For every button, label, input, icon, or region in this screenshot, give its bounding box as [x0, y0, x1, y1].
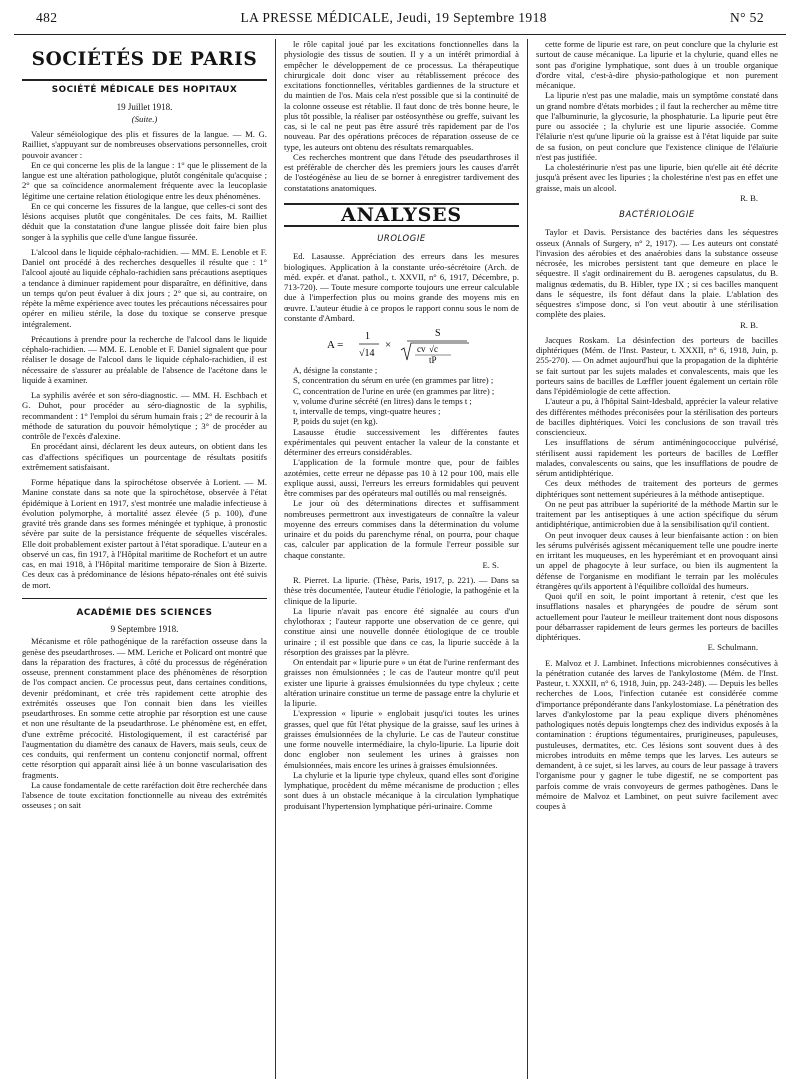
formula-frac2-den-d: tP: [428, 355, 437, 365]
signature: R. B.: [740, 319, 758, 330]
paragraph: On ne peut pas attribuer la supériorité de la méthode Martin sur le traitement par les antiseptiques à une action spécifique du sérum antidiphtérique, antimicrobien due à la sensibilisation qu'il contient.: [536, 498, 778, 530]
paragraph: Mécanisme et rôle pathogénique de la raréfaction osseuse dans la genèse des pseudarthroses. — MM. Leriche et Policard ont montré que dans la réparation des fractures, à côté du processus de régénération osseuse, prennent constamment place des phénomènes de résorption de l'os compact ancien. Ce processus peut, dans certaines conditions, devenir prédominant, et crée très rapidement cette atrophie des extrémités osseuses que l'on connait bien dans les vieilles pseudarthroses. En somme cette atrophie par résorption est une cause et non une résultante de la pseudarthrose. Le phénomène est, en effet, d'une extrême précocité. Histologiquement, il est caractérisé par l'augmentation du diamètre des canaux de Havers, mais seuls, ceux de ces conduits, qui renferment un contenu conjonctif normal, offrent cette résorption qui apparaît ainsi liée à un bonne vascularisation des fragments.: [22, 636, 267, 780]
paragraph: La cholestérinurie n'est pas une lipurie, bien qu'elle ait été décrite jusqu'à présent avec les lipuries ; la cholestérine n'est pas en effet une graisse, mais un alcool.: [536, 162, 778, 193]
definition: t, intervalle de temps, vingt-quatre heures ;: [293, 406, 441, 416]
paragraph: Taylor et Davis. Persistance des bactéries dans les séquestres osseux (Annals of Surgery, n° 2, 1917). — Les auteurs ont constaté l'invasion des aérobies et des anaérobies dans la substance osseuse nécrosée, les microbes persistent tant que demeure en place le séquestre. Il s'agit ordinairement du B. aerogenes capsulatus, du B. malignus œdematis, du B. Hibler, type IX ; si ces bacilles manquent dans le séquestre, ils font défaut dans la plaie. L'ablation des séquestres s'impose donc, si l'on veut aboutir à une stérilisation complète des plaies.: [536, 227, 778, 320]
paragraph: L'application de la formule montre que, pour de faibles azotémies, cette erreur ne dépasse pas 10 à 12 pour 100, mais elle explique aussi, aussi, l'erreurs les erreurs formidables qui peuvent être commises par des opérateurs mal outillés ou mal renseignés.: [284, 457, 519, 498]
signature: E. S.: [482, 559, 499, 570]
double-rule: [22, 79, 267, 81]
category-bacteriologie: BACTÉRIOLOGIE: [619, 209, 695, 219]
paragraph: R. Pierret. La lipurie. (Thèse, Paris, 1917, p. 221). — Dans sa thèse très documentée, l'auteur étudie l'étiologie, la pathogénie et la clinique de la lipurie.: [284, 575, 519, 606]
journal-title: LA PRESSE MÉDICALE, Jeudi, 19 Septembre 1918: [240, 10, 547, 25]
society-date: 19 Juillet 1918.: [116, 101, 173, 112]
paragraph: La chylurie et la lipurie type chyleux, quand elles sont d'origine lymphatique, procèdent du même mécanisme de production ; elles sont dues à un obstacle mécanique à la circulation lymphatique produisant l'hypertension lymphatique péri-urinaire. Comme: [284, 769, 519, 811]
signature: R. B.: [740, 192, 758, 203]
formula-svg: [327, 324, 477, 364]
section-title-societes: SOCIÉTÉS DE PARIS: [31, 49, 258, 70]
paragraph: Lasausse étudie successivement les différentes fautes expérimentales qui peuvent entacher la valeur de la constante et déterminer des erreurs considérables.: [284, 426, 519, 457]
paragraph: le rôle capital joué par les excitations fonctionnelles dans la physiologie des tissus de soutien. Il y a un intérêt primordial à empêcher le développement de ce processus. La thérapeutique chirurgicale doit donc viser au rétablissement précoce des excitations fonctionnelles, véritables gardiennes de la structure et du maintien de l'os. Mais cela n'est possible que si la continuité de la colonne osseuse est rétablie. Il faut donc de très bonne heure, le plus tôt possible, la réaliser par ostéosynthèse ou greffe, suivant les cas, si le cal ne peut pas être assuré très rapidement par de l'os nouveau. Par des opérations précoces de réparation osseuse de ce type, les auteurs ont obtenu des résultats remarquables.: [284, 39, 519, 152]
paragraph: Quoi qu'il en soit, le point important à retenir, c'est que les insufflations nasales et pharyngées de poudre de sérum sont actuellement pour l'auteur le meilleur traitement dont nous disposons pour débarrasser rapidement de leurs germes les porteurs de bacilles diphtériques.: [536, 591, 778, 642]
society-title-academie: ACADÉMIE DES SCIENCES: [76, 607, 213, 618]
paragraph: La cause fondamentale de cette raréfaction doit être recherchée dans l'absence de toute excitation fonctionnelle au niveau des extrémités osseuses ; on sait: [22, 779, 267, 811]
paragraph: L'auteur a pu, à l'hôpital Saint-Idesbald, apprécier la valeur relative des différentes méthodes préconisées pour la stérilisation des porteurs de bacilles diphtériques. Voici les conclusions de son travail très consciencieux.: [536, 396, 778, 437]
page-number: 482: [36, 10, 58, 25]
paragraph: Jacques Roskam. La désinfection des porteurs de bacilles diphtériques (Mém. de l'Inst. Pasteur, t. XXXII, n° 6, 1918, Juin, p. 255-270). — On admet aujourd'hui que la propagation de la diphtérie se fait surtout par les sujets malades et convalescents, mais que les porteurs sains de bacilles de Lœffler jouent également un certain rôle dans l'épidémiologie de cette affection.: [536, 334, 778, 396]
formula-frac2-num: S: [434, 328, 441, 339]
signature: E. Schulmann.: [707, 642, 758, 653]
paragraph: Le jour où des déterminations directes et suffisamment nombreuses permettront aux investigateurs de connaître la valeur moyenne des erreurs commises dans la détermination du volume urinaire et du poids du parenchyme rénal, on pourra, pour chaque cas, calculer par application de la formule l'erreur possible sur chaque constante.: [284, 498, 519, 560]
paragraph: La syphilis avérée et son séro-diagnostic. — MM. H. Eschbach et G. Duhot, pour procéder au séro-diagnostic de la syphilis, recommandent : 1° l'emploi du sérum humain frais ; 2° de recourir à la méthode de saturation du pouvoir hémolytique ; 3° de procéder au contrôle de l'excès d'alexine.: [22, 390, 267, 441]
paragraph: E. Malvoz et J. Lambinet. Infections microbiennes consécutives à la pénétration cutanée des larves de l'ankylostome (Mém. de l'Inst. Pasteur, t. XXXII, n° 6, 1918, Juin, pp. 243-248). — Depuis les belles recherches de Loos, l'infection cutanée est considérée comme d'importance prépondérante dans l'ankylostomiase. La pénétration des larves d'ankylostome par la peau explique divers phénomènes pathologiques notés depuis longtemps chez des individus exposés à la contamination : éruptions tégumentaires, prurigineuses, papuleuses, pustuleuses, dermatites, etc. Ces lésions sont souvent dues à des microbes introduits en même temps que les larves. Les auteurs se demandent, à ce sujet, si les larves, au cours de leur passage à travers l'organisme pour y gagner le tube digestif, ne se comportent pas parfois comme de vrais convoyeurs de germes pathogènes. Dans le mémoire de Malvoz et Lambinet, on peut suivre facilement avec coupes à: [536, 657, 778, 811]
paragraph: La lipurie n'est pas une maladie, mais un symptôme constaté dans un grand nombre d'états morbides ; il faut la rechercher au même titre que l'albuminurie, la glycosurie, la phosphaturie. La lipurie peut être pure ou associée ; la chylurie est une lipurie associée. Comme l'élaïurie n'est qu'une lipurie où la graisse est à l'état liquide par suite de sa fusion, on peut conclure que l'existence clinique de l'élaïurie n'est pas justifiée.: [536, 90, 778, 162]
definition: S, concentration du sérum en urée (en grammes par litre) ;: [293, 375, 494, 386]
formula-frac1-den: √14: [358, 348, 374, 359]
section-divider: [22, 598, 267, 600]
formula-times: ×: [384, 339, 391, 351]
category-urologie: UROLOGIE: [377, 233, 426, 243]
running-header: [14, 10, 786, 35]
definition: C, concentration de l'urine en urée (en grammes par litre) ;: [293, 385, 495, 396]
society-title-hopitaux: SOCIÉTÉ MÉDICALE DES HOPITAUX: [51, 85, 238, 96]
column-right: [528, 39, 786, 1079]
paragraph: En procédant ainsi, déclarent les deux auteurs, on obtient dans les cas d'affections spécifiques un pourcentage de résultats positifs extrêmement satisfaisant.: [22, 441, 267, 472]
paragraph: Ces deux méthodes de traitement des porteurs de germes diphtériques sont nettement supérieures à la méthode antiseptique.: [536, 478, 778, 499]
formula-lhs: A =: [326, 339, 343, 351]
formula-frac1-num: 1: [364, 331, 370, 342]
paragraph: Ed. Lasausse. Appréciation des erreurs dans les mesures biologiques. Application à la constante uréo-sécrétoire (Arch. de méd. expér. et d'anat. pathol., t. XXVII, n° 6, 1917, Décembre, p. 713-720). — Toute mesure comporte toujours une erreur calculable due à l'imperfection plus ou moins grande des moyens mis en œuvre. L'auteur étudie à ce propos le rapport connu sous le nom de constante d'Ambard.: [284, 251, 519, 323]
paragraph: Précautions à prendre pour la recherche de l'alcool dans le liquide céphalo-rachidien. — MM. E. Lenoble et F. Daniel signalent que pour réaliser le dosage de l'alcool dans le liquide céphalo-rachidien, il est nécessaire de s'assurer au préalable de l'absence de l'acétone dans le liquide à examiner.: [22, 333, 267, 385]
formula-frac2-den-a: cv: [416, 344, 425, 354]
paragraph: L'expression « lipurie » englobait jusqu'ici toutes les urines grasses, quel que fût l'état physique de la graisse, sauf les urines à graisses émulsionnées de la chylurie. Le cas de l'auteur constitue une forme nouvelle intermédiaire, la chylo-lipurie. La lipurie doit donc englober non seulement les urines à graisses non émulsionnées, mais encore les urines à graisses émulsionnées.: [284, 708, 519, 770]
society-date: 9 Septembre 1918.: [110, 624, 179, 634]
paragraph: L'alcool dans le liquide céphalo-rachidien. — MM. E. Lenoble et F. Daniel ont procédé à des recherches desquelles il résulte que : 1° l'alcool ajouté au liquide céphalo-rachidien sans précautions aseptiques a tendance à diminuer rapidement pour disparaître, en définitive, dans un temps qu'on peut évaluer à dix jours ; 2° que si, au contraire, on répète la même expérience avec toutes les précautions nécessaires pour opérer en milieu stérile, la dose du toxique se conserve presque intégralement.: [22, 246, 267, 329]
paragraph: Valeur séméiologique des plis et fissures de la langue. — M. G. Railliet, s'appuyant sur de nombreuses observations personnelles, croit pouvoir avancer :: [22, 129, 267, 160]
suite-label: (Suite.): [131, 113, 158, 124]
column-left: [14, 39, 276, 1079]
paragraph: Forme hépatique dans la spirochétose observée à Lorient. — M. Manine constate dans sa note que la spirochétose, observée à l'état épidémique à Lorient en 1917, s'est montrée une maladie infectieuse à évolution polymorphe, à mortalité assez élevée (5 p. 100), d'une gravité très grande dans ses formes méningée et typhique, à pronostic sévère par suite de la persistance fréquente de séquelles viscérales. Elle doit probablement exister partout à l'état sporadique. L'auteur en a observé un cas, fin 1917, à l'Hôpital maritime de Rochefort et un autre cas, en mai 1918, à l'Hôpital maritime temporaire de Sion à Bizerte. Ces deux cas à prédominance de lésions hépato-rénales ont été suivis de mort.: [22, 477, 267, 590]
paragraph: Ces recherches montrent que dans l'étude des pseudarthroses il est préférable de chercher dès les premiers jours les causes d'arrêt de l'ostéogénèse au lieu de se borner à enregistrer tardivement des constatations anatomiques.: [284, 151, 519, 193]
section-title-analyses: ANALYSES: [284, 203, 519, 227]
definition: P, poids du sujet (en kg).: [293, 416, 378, 427]
paragraph: Les insufflations de sérum antiméningococcique pulvérisé, stérilisent aussi rapidement les porteurs de bacilles de Lœffler malades, convalescents ou sains, que les insufflations de poudre de sérum antidiphtérique.: [536, 437, 778, 478]
definition: v, volume d'urine sécrété (en litres) dans le temps t ;: [293, 395, 472, 406]
ambard-formula: [284, 323, 519, 365]
paragraph: On entendait par « lipurie pure » un état de l'urine renfermant des graisses non émulsionnées ; le cas de l'auteur montre qu'il peut exister une lipurie à graisses émulsionnées du type chyleux ; cette altération urinaire constitue un terme de passage entre la chylurie et la lipurie.: [284, 657, 519, 708]
paragraph: On peut invoquer deux causes à leur bienfaisante action : on bien les sérums pulvérisés agissent mécaniquement telle une poudre inerte en irritant les muqueuses, en les hyperémiant et en provoquant ainsi un appel de phagocyte à leur surface, ou bien ils augmentent la défense de l'organisme en modifiant le terrain par les molécules étrangères qu'ils apportent à l'équilibre colloïdal des humeurs.: [536, 529, 778, 591]
column-middle: [276, 39, 528, 1079]
formula-frac2-den-c: √c: [428, 344, 438, 354]
three-columns: [14, 39, 786, 1079]
paragraph: En ce qui concerne les fissures de la langue, que celles-ci sont des lésions acquises plutôt que congénitales. De ces faits, M. Railliet déduit que la constatation d'une langue plissée doit faire bien plus songer à la syphilis que celle d'une langue fissurée.: [22, 200, 267, 242]
issue-number: N° 52: [729, 10, 764, 25]
paragraph: La lipurie n'avait pas encore été signalée au cours d'un chylothorax ; l'auteur rapporte une observation de ce genre, qui constitue ainsi une nouvelle donnée étiologique de ce trouble urinaire ; il est possible que dans ce cas, la lipurie succède à la résorption des graisses par la plèvre.: [284, 605, 519, 657]
paragraph: En ce qui concerne les plis de la langue : 1° que le plissement de la langue est une altération pathologique, plutôt congénitale qu'acquise ; 2° que sa coïncidence anormalement fréquente avec la leucoplasie légitime une certaine relation étiologique entre les deux phénomènes.: [22, 159, 267, 201]
paragraph: cette forme de lipurie est rare, on peut conclure que la chylurie est surtout de cause mécanique. La lipurie et la chylurie, quand elles ne sont pas d'origine lymphatique, sont dues à un trouble organique d'ordre vital, c'est-à-dire physio-pathologique et non purement mécanique.: [536, 39, 778, 90]
definition: A, désigne la constante ;: [293, 365, 378, 375]
